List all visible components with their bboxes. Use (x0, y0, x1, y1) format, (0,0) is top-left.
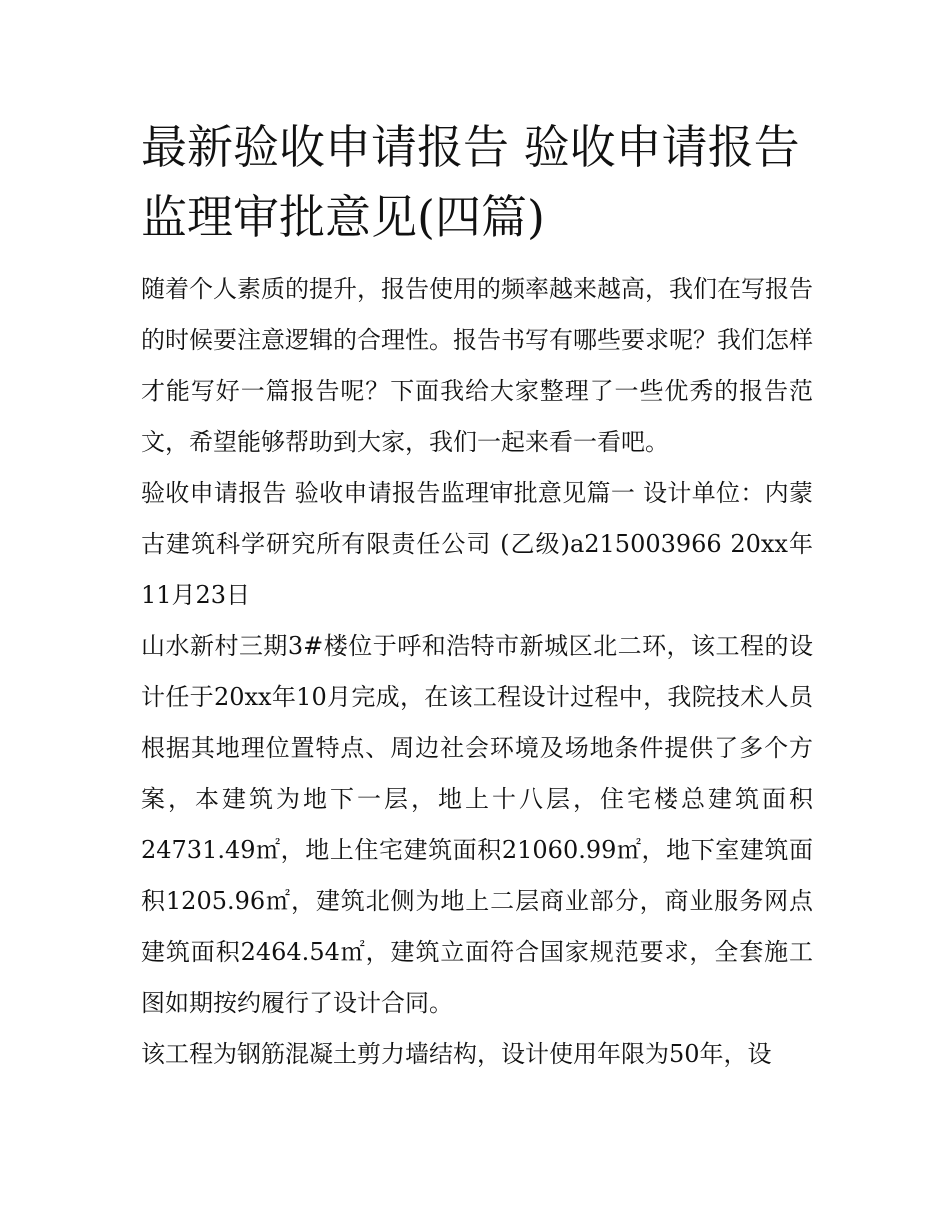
paragraph-structure: 该工程为钢筋混凝土剪力墙结构，设计使用年限为50年，设 (141, 1040, 772, 1068)
paragraph-section-heading: 验收申请报告 验收申请报告监理审批意见篇一 设计单位：内蒙古建筑科学研究所有限责任公司 (乙级)a215003966 20xx年11月23日 (141, 479, 813, 609)
paragraph-project-description: 山水新村三期3#楼位于呼和浩特市新城区北二环，该工程的设计任于20xx年10月完成，在该工程设计过程中，我院技术人员根据其地理位置特点、周边社会环境及场地条件提供了多个方案，本建筑为地下一层，地上十八层，住宅楼总建筑面积24731.49㎡，地上住宅建筑面积21060.99㎡，地下室建筑面积1205.96㎡，建筑北侧为地上二层商业部分，商业服务网点建筑面积2464.54㎡，建筑立面符合国家规范要求，全套施工图如期按约履行了设计合同。 (141, 632, 813, 1017)
paragraph-intro: 随着个人素质的提升，报告使用的频率越来越高，我们在写报告的时候要注意逻辑的合理性。报告书写有哪些要求呢？我们怎样才能写好一篇报告呢？下面我给大家整理了一些优秀的报告范文，希望能够帮助到大家，我们一起来看一看吧。 (141, 275, 813, 456)
document-title: 最新验收申请报告 验收申请报告监理审批意见(四篇) (141, 120, 800, 244)
document-body (141, 112, 813, 1080)
